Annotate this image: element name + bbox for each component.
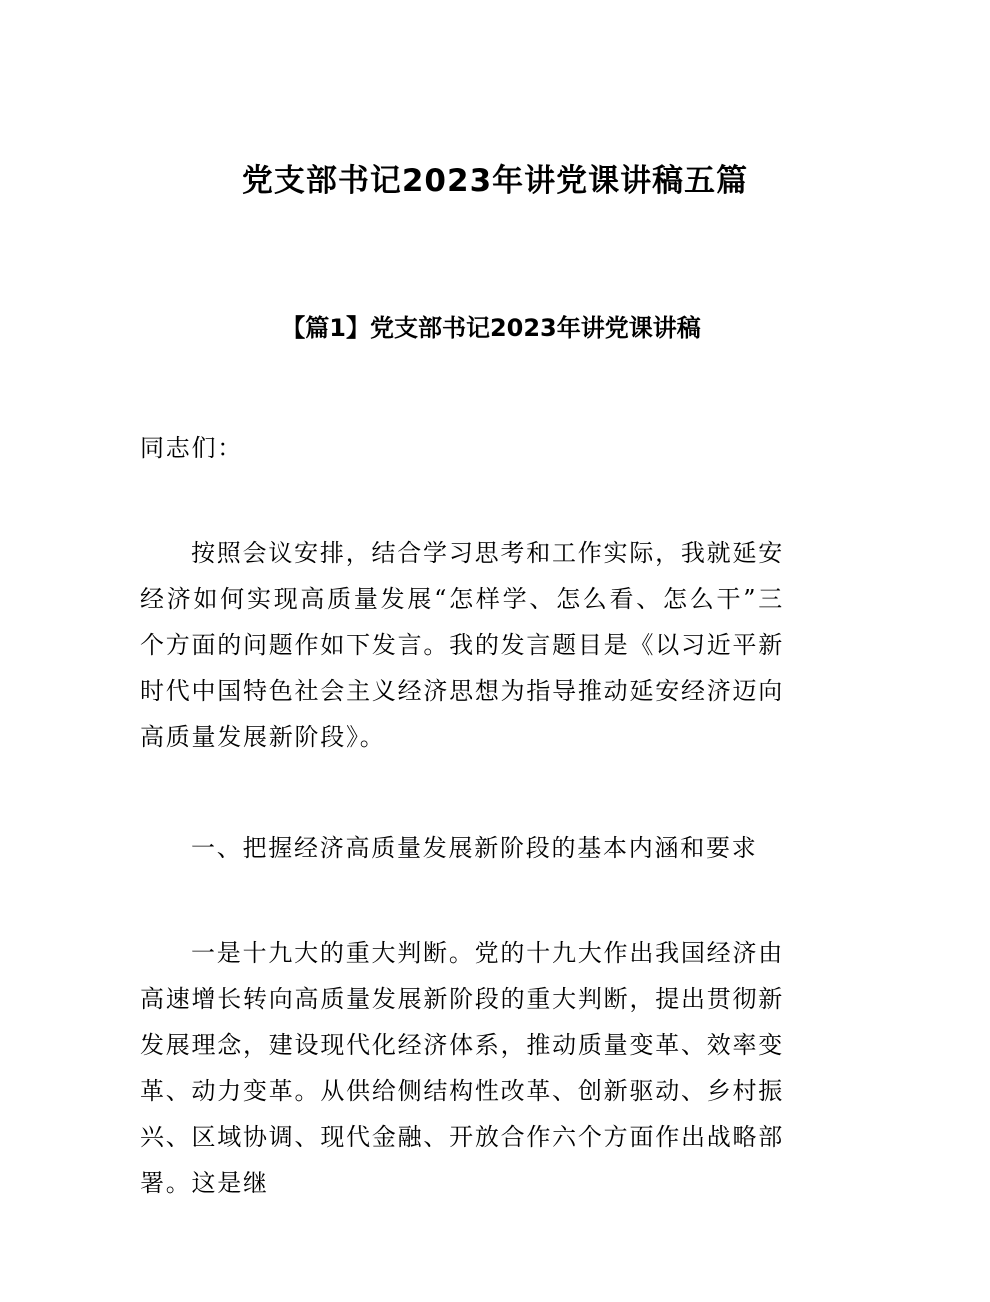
section-subtitle: 【篇1】党支部书记2023年讲党课讲稿 bbox=[281, 314, 701, 342]
document-title: 党支部书记2023年讲党课讲稿五篇 bbox=[241, 163, 749, 199]
section-heading-1: 一、把握经济高质量发展新阶段的基本内涵和要求 bbox=[191, 834, 758, 862]
paragraph-point-1: 一是十九大的重大判断。党的十九大作出我国经济由高速增长转向高质量发展新阶段的重大判断，提出贯彻新发展理念，建设现代化经济体系，推动质量变革、效率变革、动力变革。从供给侧结构性改革、创新驱动、乡村振兴、区域协调、现代金融、开放合作六个方面作出战略部署。这是继 bbox=[140, 939, 784, 1197]
paragraph-intro: 按照会议安排，结合学习思考和工作实际，我就延安经济如何实现高质量发展“怎样学、怎么看、怎么干”三个方面的问题作如下发言。我的发言题目是《以习近平新时代中国特色社会主义经济思想为指导推动延安经济迈向高质量发展新阶段》。 bbox=[140, 539, 784, 751]
greeting: 同志们： bbox=[140, 434, 243, 462]
